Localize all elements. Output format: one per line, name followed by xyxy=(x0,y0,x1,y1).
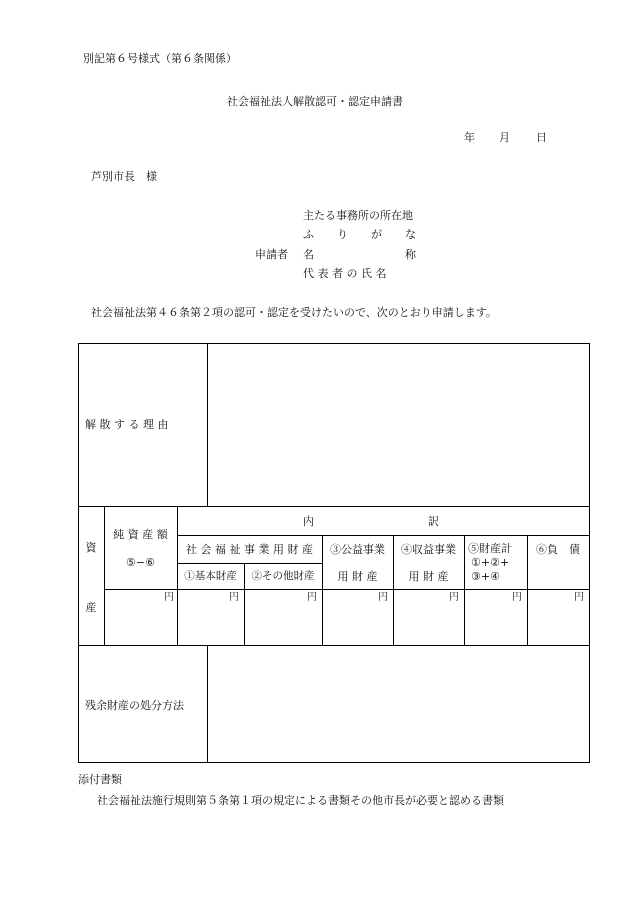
date-month: 月 xyxy=(499,131,510,144)
net-assets-label: 純 資 産 額 xyxy=(113,528,168,541)
yen-profit-business: 円 xyxy=(449,592,459,603)
other-property-label: ②その他財産 xyxy=(251,570,315,582)
residual-disposal-label: 残余財産の処分方法 xyxy=(85,699,184,712)
breakdown-label-left: 内 xyxy=(303,515,314,528)
liability-label: ⑥負 債 xyxy=(536,543,580,556)
total-property-label-1: ⑤財産計 xyxy=(468,542,512,555)
public-interest-label-2: 用 財 産 xyxy=(337,570,378,583)
date-day: 日 xyxy=(536,131,547,144)
yen-total-property: 円 xyxy=(512,592,522,603)
yen-public-interest: 円 xyxy=(378,592,388,603)
net-assets-formula: ⑤−⑥ xyxy=(126,556,155,569)
yen-basic-property: 円 xyxy=(229,592,239,603)
furigana-label: ふ り が な xyxy=(303,228,416,241)
welfare-property-label: 社 会 福 祉 事 業 用 財 産 xyxy=(186,543,313,556)
assets-label-top: 資 xyxy=(85,541,97,554)
attachments-label: 添付書類 xyxy=(78,773,122,786)
total-property-label-2: ①+②+ xyxy=(471,556,510,569)
name-label: 名 称 xyxy=(303,248,416,261)
applicant-label: 申請者 xyxy=(255,248,288,261)
document-title: 社会福祉法人解散認可・認定申請書 xyxy=(227,95,403,108)
dissolution-reason-label: 解 散 す る 理 由 xyxy=(85,418,169,431)
profit-business-label-1: ④収益事業 xyxy=(401,543,456,556)
basic-property-label: ①基本財産 xyxy=(184,570,237,582)
yen-other-property: 円 xyxy=(307,592,317,603)
office-address-label: 主たる事務所の所在地 xyxy=(303,209,413,222)
addressee: 芦別市長 様 xyxy=(91,170,157,183)
profit-business-label-2: 用 財 産 xyxy=(408,570,449,583)
breakdown-label-right: 訳 xyxy=(428,515,439,528)
total-property-label-3: ③+④ xyxy=(471,570,500,583)
public-interest-label-1: ③公益事業 xyxy=(330,543,385,556)
application-statement: 社会福祉法第４６条第２項の認可・認定を受けたいので、次のとおり申請します。 xyxy=(91,306,497,319)
representative-label: 代 表 者 の 氏 名 xyxy=(303,267,387,280)
form-number: 別記第６号様式（第６条関係） xyxy=(83,52,237,65)
assets-label-bottom: 産 xyxy=(85,601,97,614)
date-year: 年 xyxy=(464,131,475,144)
yen-net-assets: 円 xyxy=(164,592,174,603)
attachments-text: 社会福祉法施行規則第５条第１項の規定による書類その他市長が必要と認める書類 xyxy=(97,794,504,807)
yen-liability: 円 xyxy=(574,592,584,603)
